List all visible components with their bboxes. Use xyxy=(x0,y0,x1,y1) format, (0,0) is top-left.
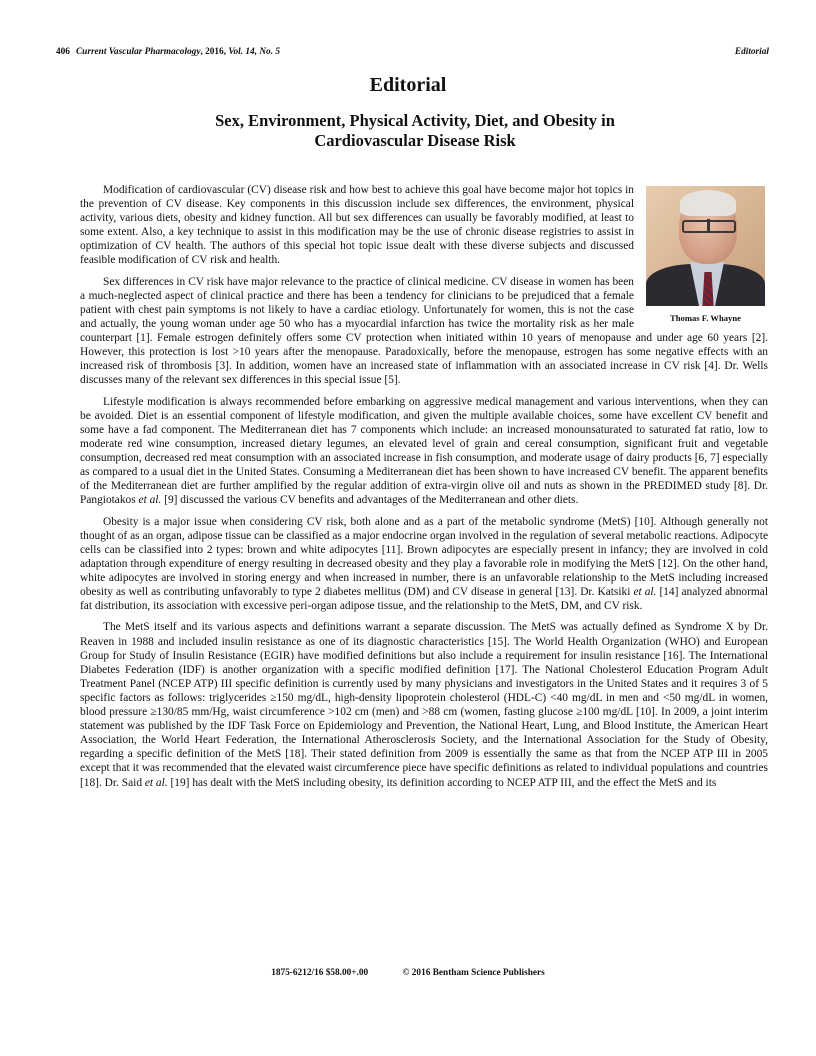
article-title-line-1: Sex, Environment, Physical Activity, Diet, and Obesity in xyxy=(215,111,615,130)
paragraph-mets: The MetS itself and its various aspects and definitions warrant a separate discussion. The MetS was actually defined as Syndrome X by Dr. Reaven in 1988 and included insulin resistance as one of its diagnostic characteristics [15]. The World Health Organization (WHO) and European Group for Study of Insulin Resistance (EGIR) have modified definitions but also include a requirement for insulin resistance [16]. The International Diabetes Federation (IDF) is another organization with a specific modified definition [17]. The National Cholesterol Education Program Adult Treatment Panel (NCEP ATP) III specific definition is currently used by many physicians and investigators in the United States and it requires 3 of 5 specific factors as follows: triglycerides ≥150 mg/dL, high-density lipoprotein cholesterol (HDL-C) <40 mg/dL in men and <50 mg/dL in women, blood pressure ≥130/85 mm/Hg, waist circumference >102 cm (men) and >88 cm (women, fasting glucose ≥100 mg/dL [10]. In 2009, a joint interim statement was published by the IDF Task Force on Epidemiology and Prevention, the National Heart, Lung, and Blood Institute, the American Heart Association, the World Heart Federation, the International Atherosclerosis Society, and the International Association for the Study of Obesity, regarding a specific definition of the MetS [18]. Their stated definition from 2009 is essentially the same as that from the NCEP ATP III in 2005 except that it was recommended that the elevated waist circumference piece have specific definitions as related to individual populations and countries [18]. Dr. Said et al. [19] has dealt with the MetS including obesity, its definition according to NCEP ATP III, and the effect the MetS and its xyxy=(80,621,768,789)
running-head-left xyxy=(56,47,280,57)
author-portrait-icon xyxy=(646,186,765,306)
author-photo-caption: Thomas F. Whayne xyxy=(670,313,741,323)
article-title xyxy=(150,111,680,151)
running-head xyxy=(56,47,769,61)
paragraph-intro: Modification of cardiovascular (CV) disease risk and how best to achieve this goal have become major hot topics in the prevention of CV disease. Key components in this discussion include sex differences, the environment, physical activity, various diets, obesity and kidney function. All but sex differences can usually be favorably modified, at least to some extent. Also, a key technique to assist in this modification may be the use of chronic disease registries to assist in optimization of CV health. The authors of this special hot topic issue dealt with these diverse subjects and discussed feasible modification of CV risk and health. xyxy=(80,184,634,267)
section-title: Editorial xyxy=(369,74,447,96)
article-title-line-2: Cardiovascular Disease Risk xyxy=(314,131,516,150)
journal-volume-issue: Vol. 14, No. 5 xyxy=(228,47,280,57)
footer-issn-price: 1875-6212/16 $58.00+.00 xyxy=(271,968,369,978)
running-head-section: Editorial xyxy=(734,47,769,57)
author-photo-figure xyxy=(646,186,768,322)
page-number: 406 xyxy=(56,47,70,57)
paragraph-obesity: Obesity is a major issue when considering CV risk, both alone and as a part of the metabolic syndrome (MetS) [10]. Although generally not thought of as an organ, adipose tissue can be classified as a major endocrine organ involved in the regulation of several metabolic reactions. Adipocyte cells can be classified into 2 types: brown and white adipocytes [11]. Brown adipocytes are especially present in infancy; they are involved in cold adaptation through expenditure of energy resulting in decreased obesity and they play a favorable role in modifying the MetS [12]. On the other hand, white adipocytes are involved in storing energy and when increased in number, there is an unfavorable relationship to the MetS including increased obesity as well as contributing unfavorably to type 2 diabetes mellitus (DM) and CV disease in general [13]. Dr. Katsiki et al. [14] analyzed abnormal fat distribution, its association with excessive peri-organ adipose tissue, and the relationship to the MetS, DM, and CV risk. xyxy=(80,515,768,613)
journal-year: , 2016, xyxy=(200,47,229,57)
page-footer xyxy=(0,968,816,978)
article-body xyxy=(80,183,768,797)
journal-name: Current Vascular Pharmacology xyxy=(75,47,201,57)
paragraph-sex-differences: Sex differences in CV risk have major relevance to the practice of clinical medicine. CV disease in women has been a much-neglected aspect of clinical practice and there has been a tendency for clinicians to be prejudiced that a female patient with chest pain symptoms is not likely to have a cardiac etiology. Unfortunately for women, this is not the case and actually, the young woman under age 50 who has a myocardial infarction has twice the mortality risk as her male counterpart [1]. Female estrogen definitely offers some CV protection when initiated within 10 years of menopause and under age 60 years [2]. However, this protection is lost >10 years after the menopause. Paradoxically, before the menopause, estrogen has some negative effects with an increased risk of thrombosis [3]. In addition, women have an increased state of inflammation with an associated increase in CV risk [4]. Dr. Wells discusses many of the relevant sex differences in this special issue [5]. xyxy=(80,275,768,387)
paragraph-lifestyle-diet: Lifestyle modification is always recommended before embarking on aggressive medical management and various interventions, when they can be avoided. Diet is an essential component of lifestyle modification, and given the multiple available choices, some have excellent CV benefit and some have a fad component. The Mediterranean diet has 7 components which include: an increased monounsaturated to saturated fat ratio, low to moderate red wine consumption, increased dietary legumes, an elevated level of grain and cereal consumption, significant fruit and vegetable consumption, decreased red meat consumption with an associated increase in fish consumption, and moderate usage of dairy products [6, 7] especially as compared to a usual diet in the United States. Consuming a Mediterranean diet has been shown to have increased CV benefit. The apparent benefits of the Mediterranean diet are further amplified by the regular addition of extra-virgin olive oil and nuts as shown in the PREDIMED study [8]. Dr. Pangiotakos et al. [9] discussed the various CV benefits and advantages of the Mediterranean and other diets. xyxy=(80,395,768,507)
footer-copyright: © 2016 Bentham Science Publishers xyxy=(402,968,545,978)
